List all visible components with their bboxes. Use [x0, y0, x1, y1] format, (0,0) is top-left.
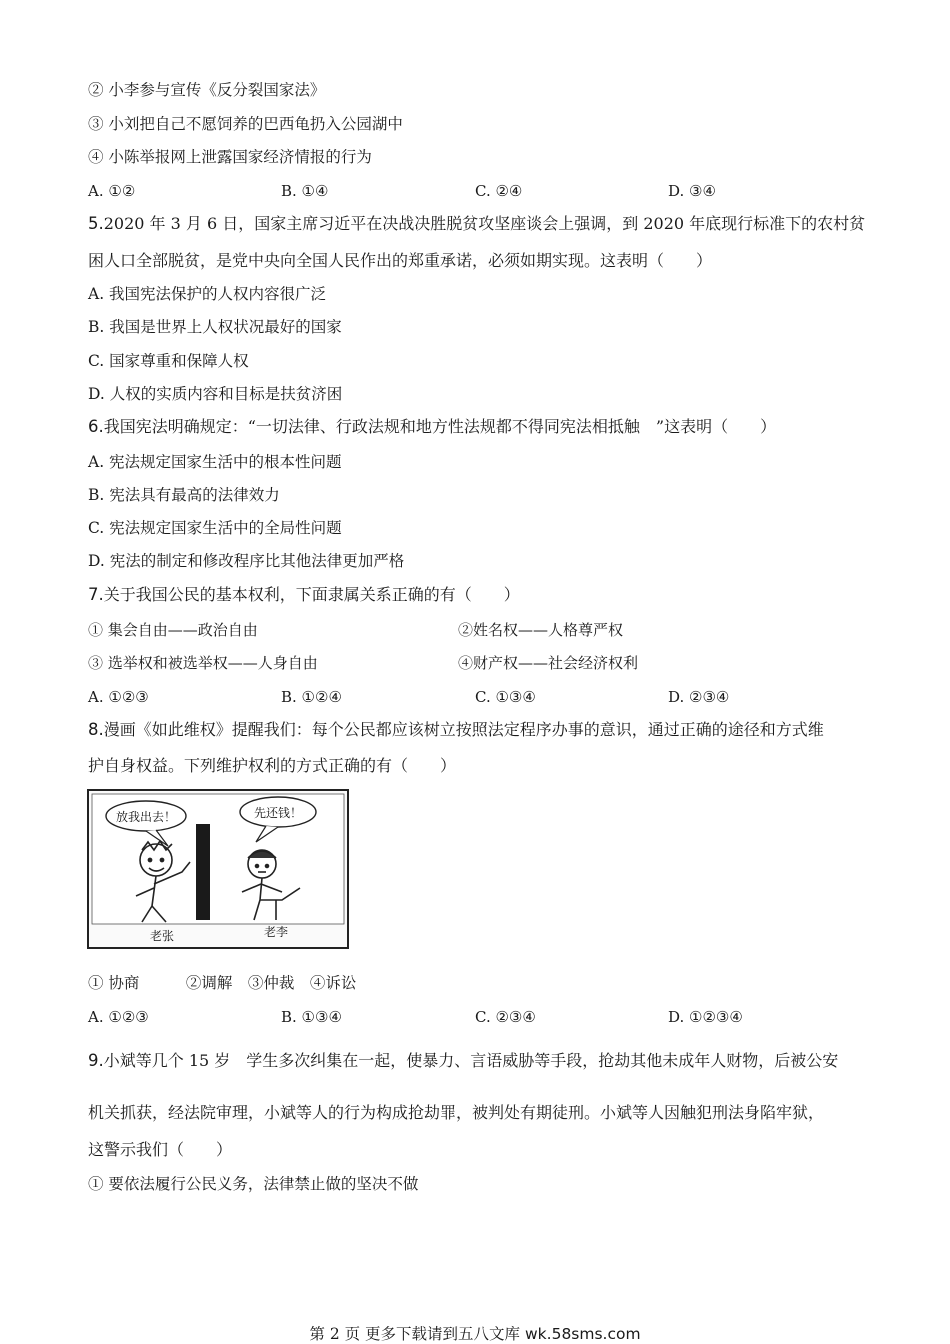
footer-url: wk.58sms.com	[525, 1325, 641, 1343]
q6-option-a: A. 宪法规定国家生活中的根本性问题	[88, 453, 342, 471]
q6-option-b: B. 宪法具有最高的法律效力	[88, 486, 280, 504]
q7-option-a: A. ①②③	[88, 688, 149, 706]
q6-stem	[88, 417, 776, 437]
q8-option-b: B. ①③④	[281, 1008, 342, 1026]
q8-items: ① 协商 ②调解 ③仲裁 ④诉讼	[88, 974, 357, 992]
q9-stem-line3: 这警示我们（ ）	[88, 1140, 233, 1159]
q5-number: 5.	[88, 214, 104, 233]
q6-number: 6.	[88, 417, 104, 436]
q7-item-2: ②姓名权——人格尊严权	[458, 621, 624, 639]
bubble-right-text: 先还钱！	[253, 806, 303, 820]
q4-option-c: C. ②④	[475, 182, 523, 200]
footer-page-text: 第 2 页 更多下载请到五八文库	[309, 1325, 521, 1343]
q5-stem-text1: 2020 年 3 月 6 日，国家主席习近平在决战决胜脱贫攻坚座谈会上强调，到 2020 年底现行标准下的农村贫	[103, 214, 866, 233]
q8-option-a: A. ①②③	[88, 1008, 149, 1026]
q4-item-2: ② 小李参与宣传《反分裂国家法》	[88, 81, 326, 99]
q4-option-d: D. ③④	[668, 182, 716, 200]
q9-stem-line2: 机关抓获，经法院审理，小斌等人的行为构成抢劫罪，被判处有期徒刑。小斌等人因触犯刑法身陷牢狱，	[88, 1103, 825, 1122]
q7-stem	[88, 585, 520, 605]
q7-option-b: B. ①②④	[281, 688, 342, 706]
q8-stem-text1: 漫画《如此维权》提醒我们：每个公民都应该树立按照法定程序办事的意识，通过正确的途径和方式维	[103, 720, 824, 739]
q9-stem-text1: 小斌等几个 15 岁 学生多次纠集在一起，使暴力、言语威胁等手段，抢劫其他未成年人财物，后被公安	[103, 1051, 839, 1070]
cartoon-image	[86, 788, 350, 950]
q7-stem-text: 关于我国公民的基本权利，下面隶属关系正确的有（ ）	[103, 585, 520, 604]
q7-option-c: C. ①③④	[475, 688, 536, 706]
q4-option-b: B. ①④	[281, 182, 329, 200]
q7-option-d: D. ②③④	[668, 688, 730, 706]
page-footer	[0, 1322, 950, 1344]
label-lao-li: 老李	[263, 925, 289, 939]
door-pillar	[196, 824, 210, 920]
label-lao-zhang: 老张	[149, 929, 175, 943]
q7-item-1: ① 集会自由——政治自由	[88, 621, 258, 639]
q8-stem-line1	[88, 720, 824, 740]
q5-stem-line1	[88, 214, 865, 234]
q8-option-c: C. ②③④	[475, 1008, 536, 1026]
q6-option-c: C. 宪法规定国家生活中的全局性问题	[88, 519, 342, 537]
q5-option-d: D. 人权的实质内容和目标是扶贫济困	[88, 385, 343, 403]
q8-option-d: D. ①②③④	[668, 1008, 743, 1026]
q6-option-d: D. 宪法的制定和修改程序比其他法律更加严格	[88, 552, 405, 570]
q5-stem-line2: 困人口全部脱贫，是党中央向全国人民作出的郑重承诺，必须如期实现。这表明（ ）	[88, 251, 713, 270]
bubble-left-text: 放我出去！	[115, 810, 177, 824]
q4-option-a: A. ①②	[88, 182, 136, 200]
q6-stem-text: 我国宪法明确规定：“一切法律、行政法规和地方性法规都不得同宪法相抵触 ”这表明（ ）	[103, 417, 777, 436]
q5-option-a: A. 我国宪法保护的人权内容很广泛	[88, 285, 327, 303]
q4-item-4: ④ 小陈举报网上泄露国家经济情报的行为	[88, 148, 372, 166]
q9-item-1: ① 要依法履行公民义务，法律禁止做的坚决不做	[88, 1175, 419, 1193]
q9-stem-line1	[88, 1051, 838, 1071]
q7-item-3: ③ 选举权和被选举权——人身自由	[88, 654, 318, 672]
q8-number: 8.	[88, 720, 104, 739]
q7-item-4: ④财产权——社会经济权利	[458, 654, 639, 672]
q7-number: 7.	[88, 585, 104, 604]
q9-number: 9.	[88, 1051, 104, 1070]
q5-option-b: B. 我国是世界上人权状况最好的国家	[88, 318, 342, 336]
q5-option-c: C. 国家尊重和保障人权	[88, 352, 249, 370]
q4-item-3: ③ 小刘把自己不愿饲养的巴西龟扔入公园湖中	[88, 115, 403, 133]
q8-stem-line2: 护自身权益。下列维护权利的方式正确的有（ ）	[88, 756, 457, 775]
